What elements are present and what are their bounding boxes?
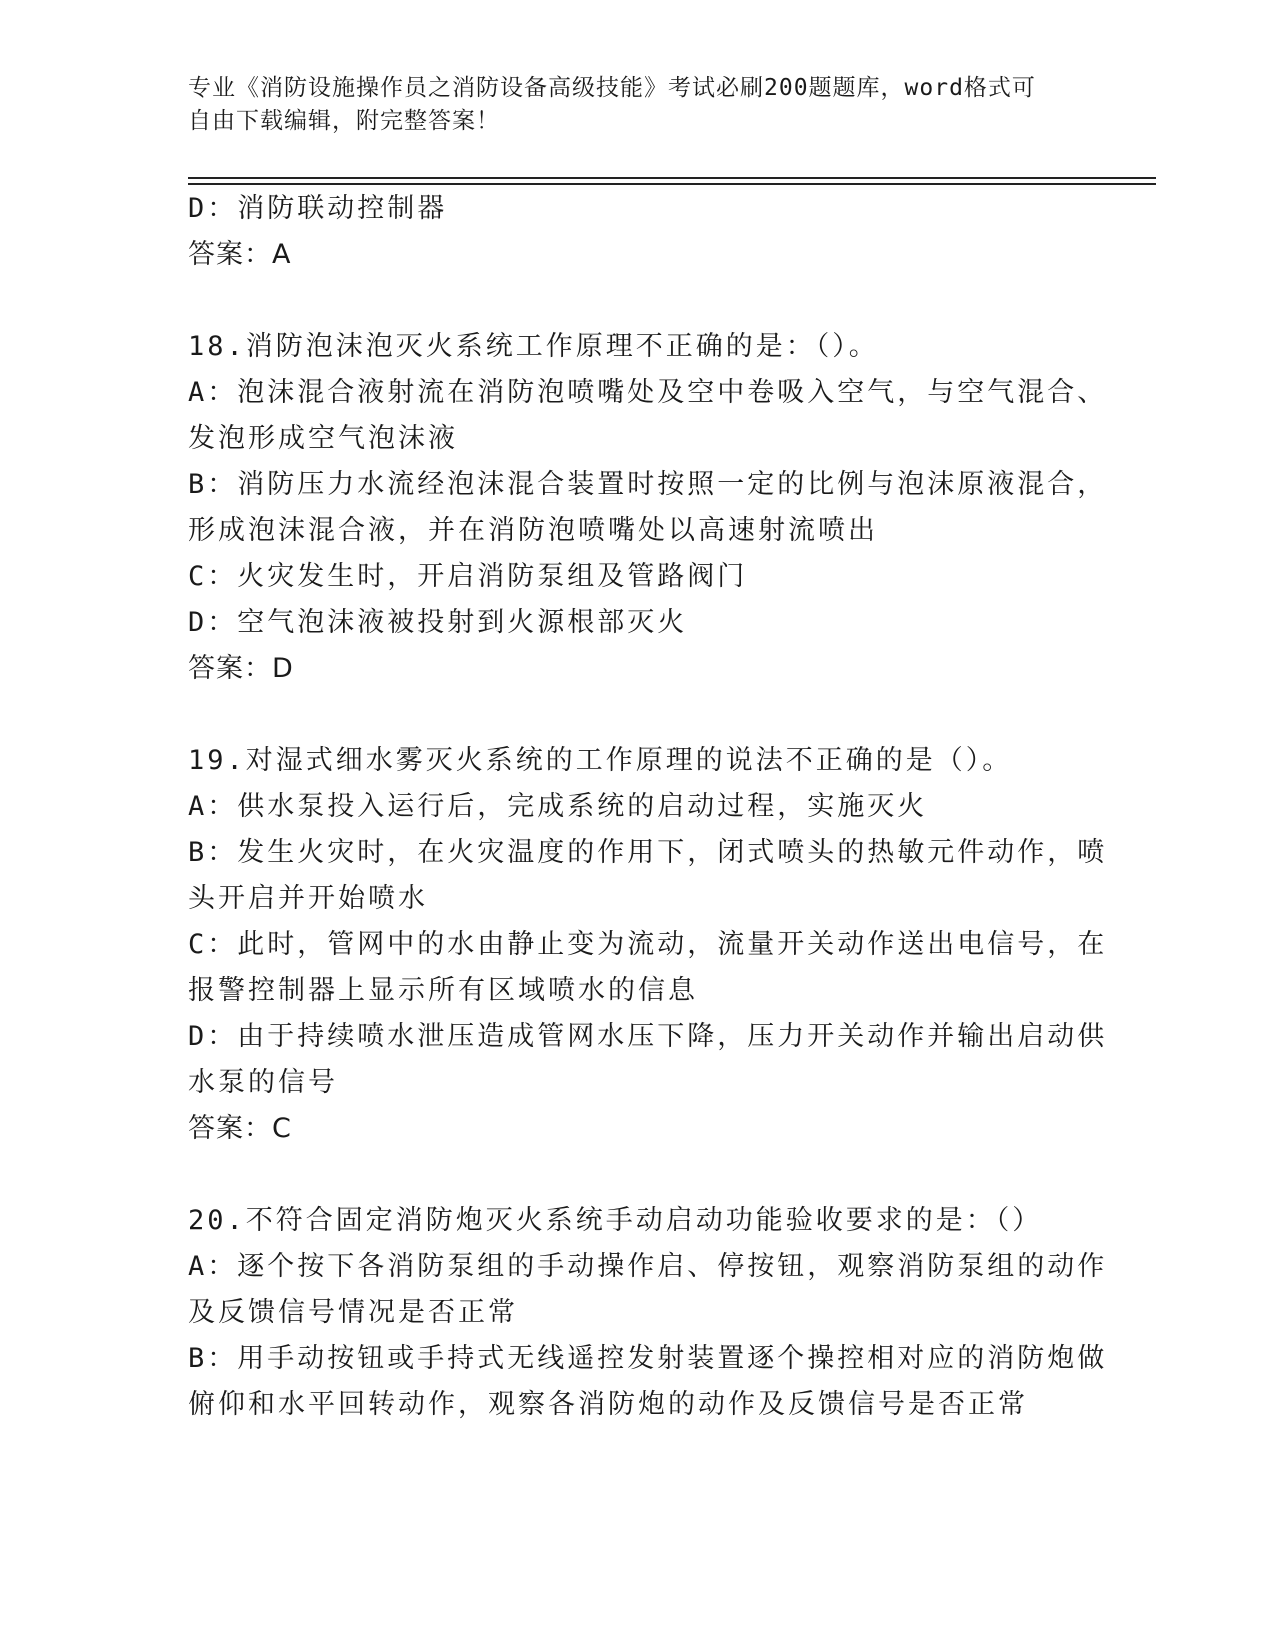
header-rule-top: [188, 177, 1156, 179]
option-d: D：由于持续喷水泄压造成管网水压下降，压力开关动作并输出启动供: [188, 1021, 1108, 1052]
option-b-cont: 形成泡沫混合液，并在消防泡喷嘴处以高速射流喷出: [188, 515, 878, 546]
header-line-1: 专业《消防设施操作员之消防设备高级技能》考试必刷200题题库，word格式可: [188, 75, 1036, 101]
option-c: C：火灾发生时，开启消防泵组及管路阀门: [188, 561, 748, 592]
answer-line: 答案：C: [188, 1113, 292, 1144]
option-b: B：发生火灾时，在火灾温度的作用下，闭式喷头的热敏元件动作，喷: [188, 837, 1108, 868]
question-stem: 20.不符合固定消防炮灭火系统手动启动功能验收要求的是：（）: [188, 1205, 1043, 1236]
option-a-cont: 发泡形成空气泡沫液: [188, 423, 458, 454]
previous-question-tail: [188, 186, 1088, 278]
option-d: D：空气泡沫液被投射到火源根部灭火: [188, 607, 688, 638]
question-stem: 18.消防泡沫泡灭火系统工作原理不正确的是：（）。: [188, 331, 879, 362]
answer-line: 答案：D: [188, 653, 294, 684]
question-19: [188, 738, 1108, 1152]
document-body: [188, 186, 1108, 1428]
option-b: B：用手动按钮或手持式无线遥控发射装置逐个操控相对应的消防炮做: [188, 1343, 1108, 1374]
option-a: A：供水泵投入运行后，完成系统的启动过程，实施灭火: [188, 791, 928, 822]
header-rule-bottom: [188, 183, 1156, 185]
option-b-cont: 头开启并开始喷水: [188, 883, 428, 914]
option-b: B：消防压力水流经泡沫混合装置时按照一定的比例与泡沫原液混合，: [188, 469, 1108, 500]
header-line-2: 自由下载编辑，附完整答案！: [188, 108, 500, 134]
option-a-cont: 及反馈信号情况是否正常: [188, 1297, 518, 1328]
option-b-cont: 俯仰和水平回转动作，观察各消防炮的动作及反馈信号是否正常: [188, 1389, 1028, 1420]
option-d-cont: 水泵的信号: [188, 1067, 338, 1098]
option-d: D：消防联动控制器: [188, 193, 448, 224]
question-20: [188, 1198, 1108, 1428]
option-a: A：逐个按下各消防泵组的手动操作启、停按钮，观察消防泵组的动作: [188, 1251, 1108, 1282]
question-stem: 19.对湿式细水雾灭火系统的工作原理的说法不正确的是（）。: [188, 745, 1013, 776]
answer-line: 答案：A: [188, 239, 292, 270]
question-18: [188, 324, 1108, 692]
option-c-cont: 报警控制器上显示所有区域喷水的信息: [188, 975, 698, 1006]
document-header: [188, 72, 1068, 138]
option-a: A：泡沫混合液射流在消防泡喷嘴处及空中卷吸入空气，与空气混合、: [188, 377, 1108, 408]
option-c: C：此时，管网中的水由静止变为流动，流量开关动作送出电信号，在: [188, 929, 1108, 960]
